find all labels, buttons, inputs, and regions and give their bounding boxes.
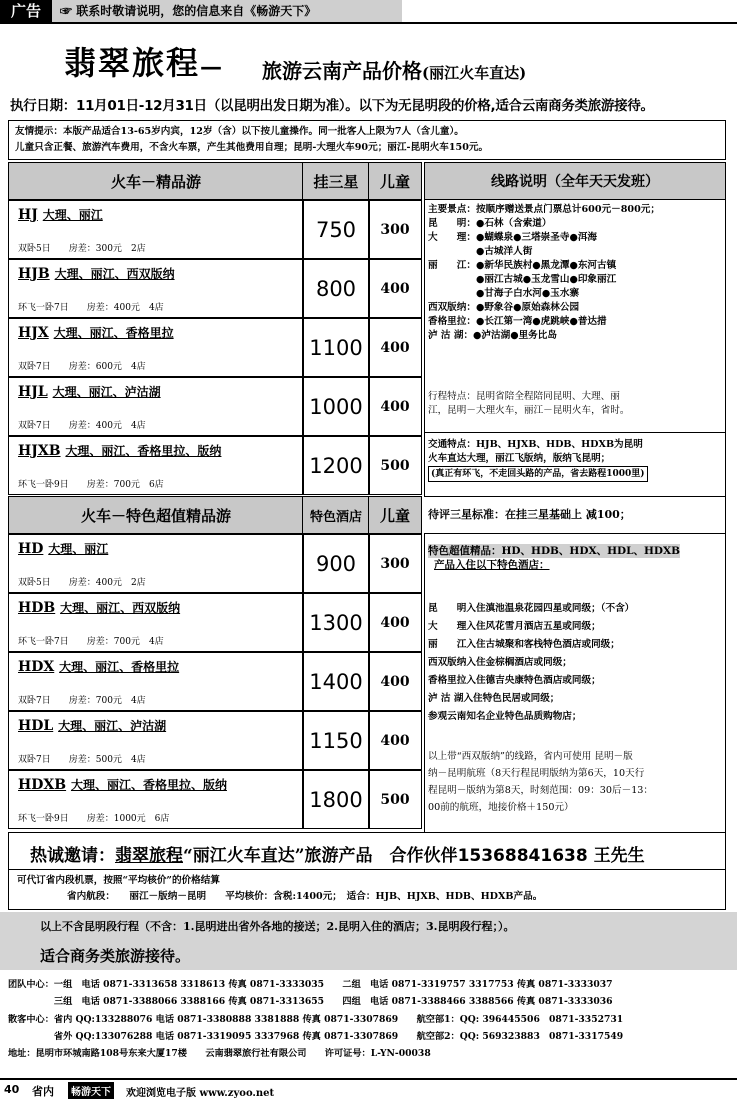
special-line-1: 特色超值精品：HD、HDB、HDX、HDL、HDXB — [428, 545, 681, 557]
footer-logo: 畅游天下 — [68, 1082, 114, 1099]
invite-brand: 翡翠旅程 — [115, 846, 183, 866]
detail-room-diff: 房差：600元 — [68, 362, 122, 372]
detail-duration: 双卧5日 — [18, 578, 51, 588]
detail-duration: 环飞一卧7日 — [18, 637, 69, 647]
invite-lead: 热诚邀请： — [30, 846, 115, 866]
standard-note: 待评三星标准：在挂三星基础上 减100； — [428, 508, 631, 521]
child-price: 400 — [368, 652, 422, 711]
subtitle-text: 旅游云南产品价格 — [262, 59, 422, 83]
product-code: HJB — [18, 266, 50, 282]
attraction-line: ●古城洋人街 — [428, 246, 533, 257]
detail-room-diff: 房差：700元 — [86, 637, 140, 647]
product-code: HJ — [18, 207, 38, 223]
attraction-line: ●甘海子白水河●玉水寨 — [428, 288, 580, 299]
attraction-line: 西双版纳：●野象谷●原始森林公园 — [428, 302, 580, 313]
settlement-box — [8, 870, 726, 910]
product-name — [18, 599, 180, 616]
detail-shops: 6店 — [154, 814, 170, 824]
section1-header-price: 挂三星 — [302, 162, 370, 200]
child-price: 300 — [368, 200, 422, 259]
ad-source-line — [52, 0, 402, 22]
route-header: 线路说明（全年天天发班） — [424, 162, 726, 200]
product-places: 大理、丽江 — [42, 208, 103, 222]
product-detail — [18, 575, 146, 588]
product-price: 1150 — [302, 711, 370, 770]
product-code: HDL — [18, 718, 54, 734]
page-number: 40 — [4, 1083, 20, 1096]
product-price: 800 — [302, 259, 370, 318]
product-places: 大理、丽江、西双版纳 — [60, 601, 181, 615]
traffic-line-2: 火车直达大理，丽江飞版纳，版纳飞昆明； — [428, 453, 611, 464]
attraction-line: 丽 江：●新华民族村●黑龙潭●东河古镇 — [428, 260, 617, 271]
product-detail — [18, 477, 164, 490]
settlement-line-2: 省内航段： 丽江－版纳－昆明 平均核价：含税:1400元； 适合：HJB、HJXB、HDB、HDXB产品。 — [67, 891, 543, 902]
product-places: 大理、丽江、西双版纳 — [54, 267, 175, 281]
contact-line: 散客中心：省内 QQ:133288076 电话 0871-3380888 3381888 传真 0871-3307869 航空部1：QQ: 396445506 0871-3352731 — [8, 1013, 624, 1025]
product-name — [18, 324, 174, 341]
ad-source-text: 联系时敬请说明，您的信息来自《畅游天下》 — [76, 4, 317, 18]
detail-duration: 环飞一卧7日 — [18, 303, 69, 313]
hotel-line: 大 理入住风花雪月酒店五星或同级； — [428, 621, 601, 632]
excluded-line-2: 适合商务类旅游接待。 — [40, 947, 191, 965]
brand-title: 翡翠旅程 — [64, 44, 201, 82]
child-price: 500 — [368, 436, 422, 495]
detail-duration: 双卧7日 — [18, 421, 51, 431]
section2-header-child: 儿童 — [368, 496, 422, 534]
product-name — [18, 540, 108, 557]
attraction-line: 香格里拉：●长江第一湾●虎跳峡●普达措 — [428, 316, 607, 327]
product-detail — [18, 300, 164, 313]
hands-icon: ☞ — [60, 4, 77, 18]
product-detail — [18, 359, 146, 372]
attraction-line: ●丽江古城●玉龙雪山●印象丽江 — [428, 274, 617, 285]
product-price: 1800 — [302, 770, 370, 829]
page-subtitle — [262, 55, 526, 84]
product-name — [18, 658, 179, 675]
detail-room-diff: 房差：700元 — [86, 480, 140, 490]
product-places: 大理、丽江 — [48, 542, 109, 556]
product-name — [18, 442, 221, 459]
detail-shops: 4店 — [148, 637, 164, 647]
detail-shops: 4店 — [130, 696, 146, 706]
route-attractions — [428, 203, 726, 343]
detail-duration: 双卧5日 — [18, 244, 51, 254]
product-price: 1300 — [302, 593, 370, 652]
product-price: 1000 — [302, 377, 370, 436]
product-places: 大理、丽江、香格里拉 — [53, 326, 174, 340]
detail-room-diff: 房差：400元 — [86, 303, 140, 313]
tips-box — [8, 120, 726, 160]
hotel-line: 昆 明入住滇池温泉花园四星或同级；（不含） — [428, 603, 635, 614]
detail-shops: 4店 — [130, 755, 146, 765]
title-dash: — — [200, 54, 225, 80]
detail-shops: 2店 — [130, 244, 146, 254]
hotel-line: 西双版纳入住金棕榈酒店或同级； — [428, 657, 572, 668]
top-divider — [0, 22, 737, 24]
note-line-1: 以上带“西双版纳”的线路，省内可使用 昆明－版 — [428, 751, 633, 762]
invite-line — [30, 841, 645, 866]
invite-text: “丽江火车直达”旅游产品 合作伙伴 — [183, 846, 458, 866]
product-code: HD — [18, 541, 44, 557]
product-name — [18, 717, 166, 734]
product-price: 1200 — [302, 436, 370, 495]
product-name — [18, 265, 175, 282]
child-price: 400 — [368, 318, 422, 377]
hotel-line: 香格里拉入住德吉央康特色酒店或同级； — [428, 675, 601, 686]
contact-line: 三组 电话 0871-3388066 3388166 传真 0871-3313655 四组 电话 0871-3388466 3388566 传真 0871-3333036 — [8, 996, 613, 1008]
product-places: 大理、丽江、香格里拉、版纳 — [70, 778, 227, 792]
note-line-4: 00前的航班，地接价格＋150元） — [428, 802, 574, 813]
detail-room-diff: 房差：400元 — [68, 578, 122, 588]
note-line-3: 程昆明－版纳为第8天，时刻范围：09：30后－13： — [428, 785, 654, 796]
product-detail — [18, 418, 146, 431]
features-line-2: 江，昆明－大理火车，丽江－昆明火车，省时。 — [428, 405, 630, 416]
section2-header-name: 火车－特色超值精品游 — [8, 496, 304, 534]
page-title — [64, 38, 224, 84]
product-detail — [18, 241, 146, 254]
detail-room-diff: 房差：300元 — [68, 244, 122, 254]
product-detail — [18, 634, 164, 647]
child-price: 500 — [368, 770, 422, 829]
product-code: HDXB — [18, 777, 67, 793]
detail-shops: 6店 — [148, 480, 164, 490]
section2-header-price: 特色酒店 — [302, 496, 370, 534]
special-line-2: 产品入住以下特色酒店： — [434, 559, 550, 571]
product-name — [18, 206, 103, 223]
detail-shops: 4店 — [148, 303, 164, 313]
product-price: 900 — [302, 534, 370, 593]
hotel-list — [428, 600, 634, 726]
hotel-line: 参观云南知名企业特色品质购物店； — [428, 711, 582, 722]
special-hotels — [428, 544, 680, 572]
detail-room-diff: 房差：400元 — [68, 421, 122, 431]
attraction-line: 昆 明：●石林（含索道） — [428, 218, 552, 229]
child-price: 400 — [368, 593, 422, 652]
contact-line: 省外 QQ:133076288 电话 0871-3319095 3337968 传真 0871-3307869 航空部2：QQ: 569323883 0871-3317549 — [8, 1030, 624, 1042]
route-note — [428, 748, 653, 816]
tips-line-2: 儿童只含正餐、旅游汽车费用，不含火车票，产生其他费用自理；昆明-大理火车90元；丽江-昆明火车150元。 — [15, 142, 489, 153]
invite-phone: 15368841638 — [457, 846, 588, 866]
attraction-line: 大 理：●蝴蝶泉●三塔崇圣寺●洱海 — [428, 232, 598, 243]
product-code: HJX — [18, 325, 49, 341]
detail-duration: 双卧7日 — [18, 696, 51, 706]
contact-line: 地址：昆明市环城南路108号东来大厦17楼 云南翡翠旅行社有限公司 许可证号：L-YN-00038 — [8, 1048, 431, 1060]
features-line-1: 行程特点：昆明省陪全程陪同昆明、大理、丽 — [428, 391, 620, 402]
product-code: HJL — [18, 384, 48, 400]
detail-duration: 双卧7日 — [18, 755, 51, 765]
product-price: 1100 — [302, 318, 370, 377]
detail-room-diff: 房差：500元 — [68, 755, 122, 765]
invite-name: 王先生 — [593, 846, 645, 866]
child-price: 300 — [368, 534, 422, 593]
detail-room-diff: 房差：1000元 — [86, 814, 146, 824]
product-name — [18, 776, 227, 793]
ad-tag: 广告 — [0, 0, 52, 22]
product-name — [18, 383, 161, 400]
detail-shops: 2店 — [130, 578, 146, 588]
child-price: 400 — [368, 711, 422, 770]
hotel-line: 丽 江入住古城聚和客栈特色酒店或同级； — [428, 639, 620, 650]
detail-room-diff: 房差：700元 — [68, 696, 122, 706]
execution-dates: 执行日期：11月01日-12月31日（以昆明出发日期为准）。以下为无昆明段的价格,适合云南商务类旅游接待。 — [10, 98, 654, 114]
footer-text: 欢迎浏览电子版 www.zyoo.net — [126, 1088, 275, 1099]
contact-line: 团队中心：一组 电话 0871-3313658 3318613 传真 0871-3333035 二组 电话 0871-3319757 3317753 传真 0871-3333037 — [8, 979, 613, 990]
traffic-line-3: (真正有环飞，不走回头路的产品，省去路程1000里) — [428, 466, 648, 482]
product-code: HJXB — [18, 443, 61, 459]
detail-shops: 4店 — [130, 362, 146, 372]
product-places: 大理、丽江、泸沽湖 — [52, 385, 161, 399]
footer-bar — [0, 1078, 737, 1100]
section1-header-child: 儿童 — [368, 162, 422, 200]
route-features — [428, 390, 629, 418]
detail-shops: 4店 — [130, 421, 146, 431]
footer-region: 省内 — [32, 1085, 54, 1098]
product-places: 大理、丽江、香格里拉、版纳 — [65, 444, 222, 458]
route-traffic — [428, 438, 648, 482]
contacts-block — [8, 976, 623, 1062]
product-price: 1400 — [302, 652, 370, 711]
product-places: 大理、丽江、香格里拉 — [59, 660, 180, 674]
child-price: 400 — [368, 377, 422, 436]
product-detail — [18, 811, 169, 824]
note-line-2: 纳－昆明航班（8天行程昆明版纳为第6天，10天行 — [428, 768, 645, 779]
detail-duration: 双卧7日 — [18, 362, 51, 372]
product-price: 750 — [302, 200, 370, 259]
traffic-line-1: 交通特点：HJB、HJXB、HDB、HDXB为昆明 — [428, 439, 643, 450]
product-code: HDX — [18, 659, 55, 675]
route-divider — [424, 432, 726, 433]
excluded-line-1: 以上不含昆明段行程（不含：1.昆明进出省外各地的接送；2.昆明入住的酒店；3.昆明段行程；）。 — [40, 920, 515, 933]
product-places: 大理、丽江、泸沽湖 — [58, 719, 167, 733]
section1-header-name: 火车－精品游 — [8, 162, 304, 200]
detail-duration: 环飞一卧9日 — [18, 480, 69, 490]
tips-line-1: 友情提示：本版产品适合13-65岁内宾，12岁（含）以下按儿童操作。同一批客人上限为7人（含儿童）。 — [15, 126, 464, 137]
child-price: 400 — [368, 259, 422, 318]
attraction-line: 泸 沽 湖：●泸沽湖●里务比岛 — [428, 330, 557, 341]
subtitle-paren: (丽江火车直达) — [422, 64, 527, 82]
product-detail — [18, 693, 146, 706]
hotel-line: 泸 沽 湖入住特色民居或同级； — [428, 693, 560, 704]
product-code: HDB — [18, 600, 56, 616]
attraction-line: 主要景点：按顺序赠送景点门票总计600元－800元； — [428, 204, 660, 215]
settlement-line-1: 可代订省内段机票，按照“平均核价”的价格结算 — [17, 875, 220, 886]
product-detail — [18, 752, 146, 765]
detail-duration: 环飞一卧9日 — [18, 814, 69, 824]
